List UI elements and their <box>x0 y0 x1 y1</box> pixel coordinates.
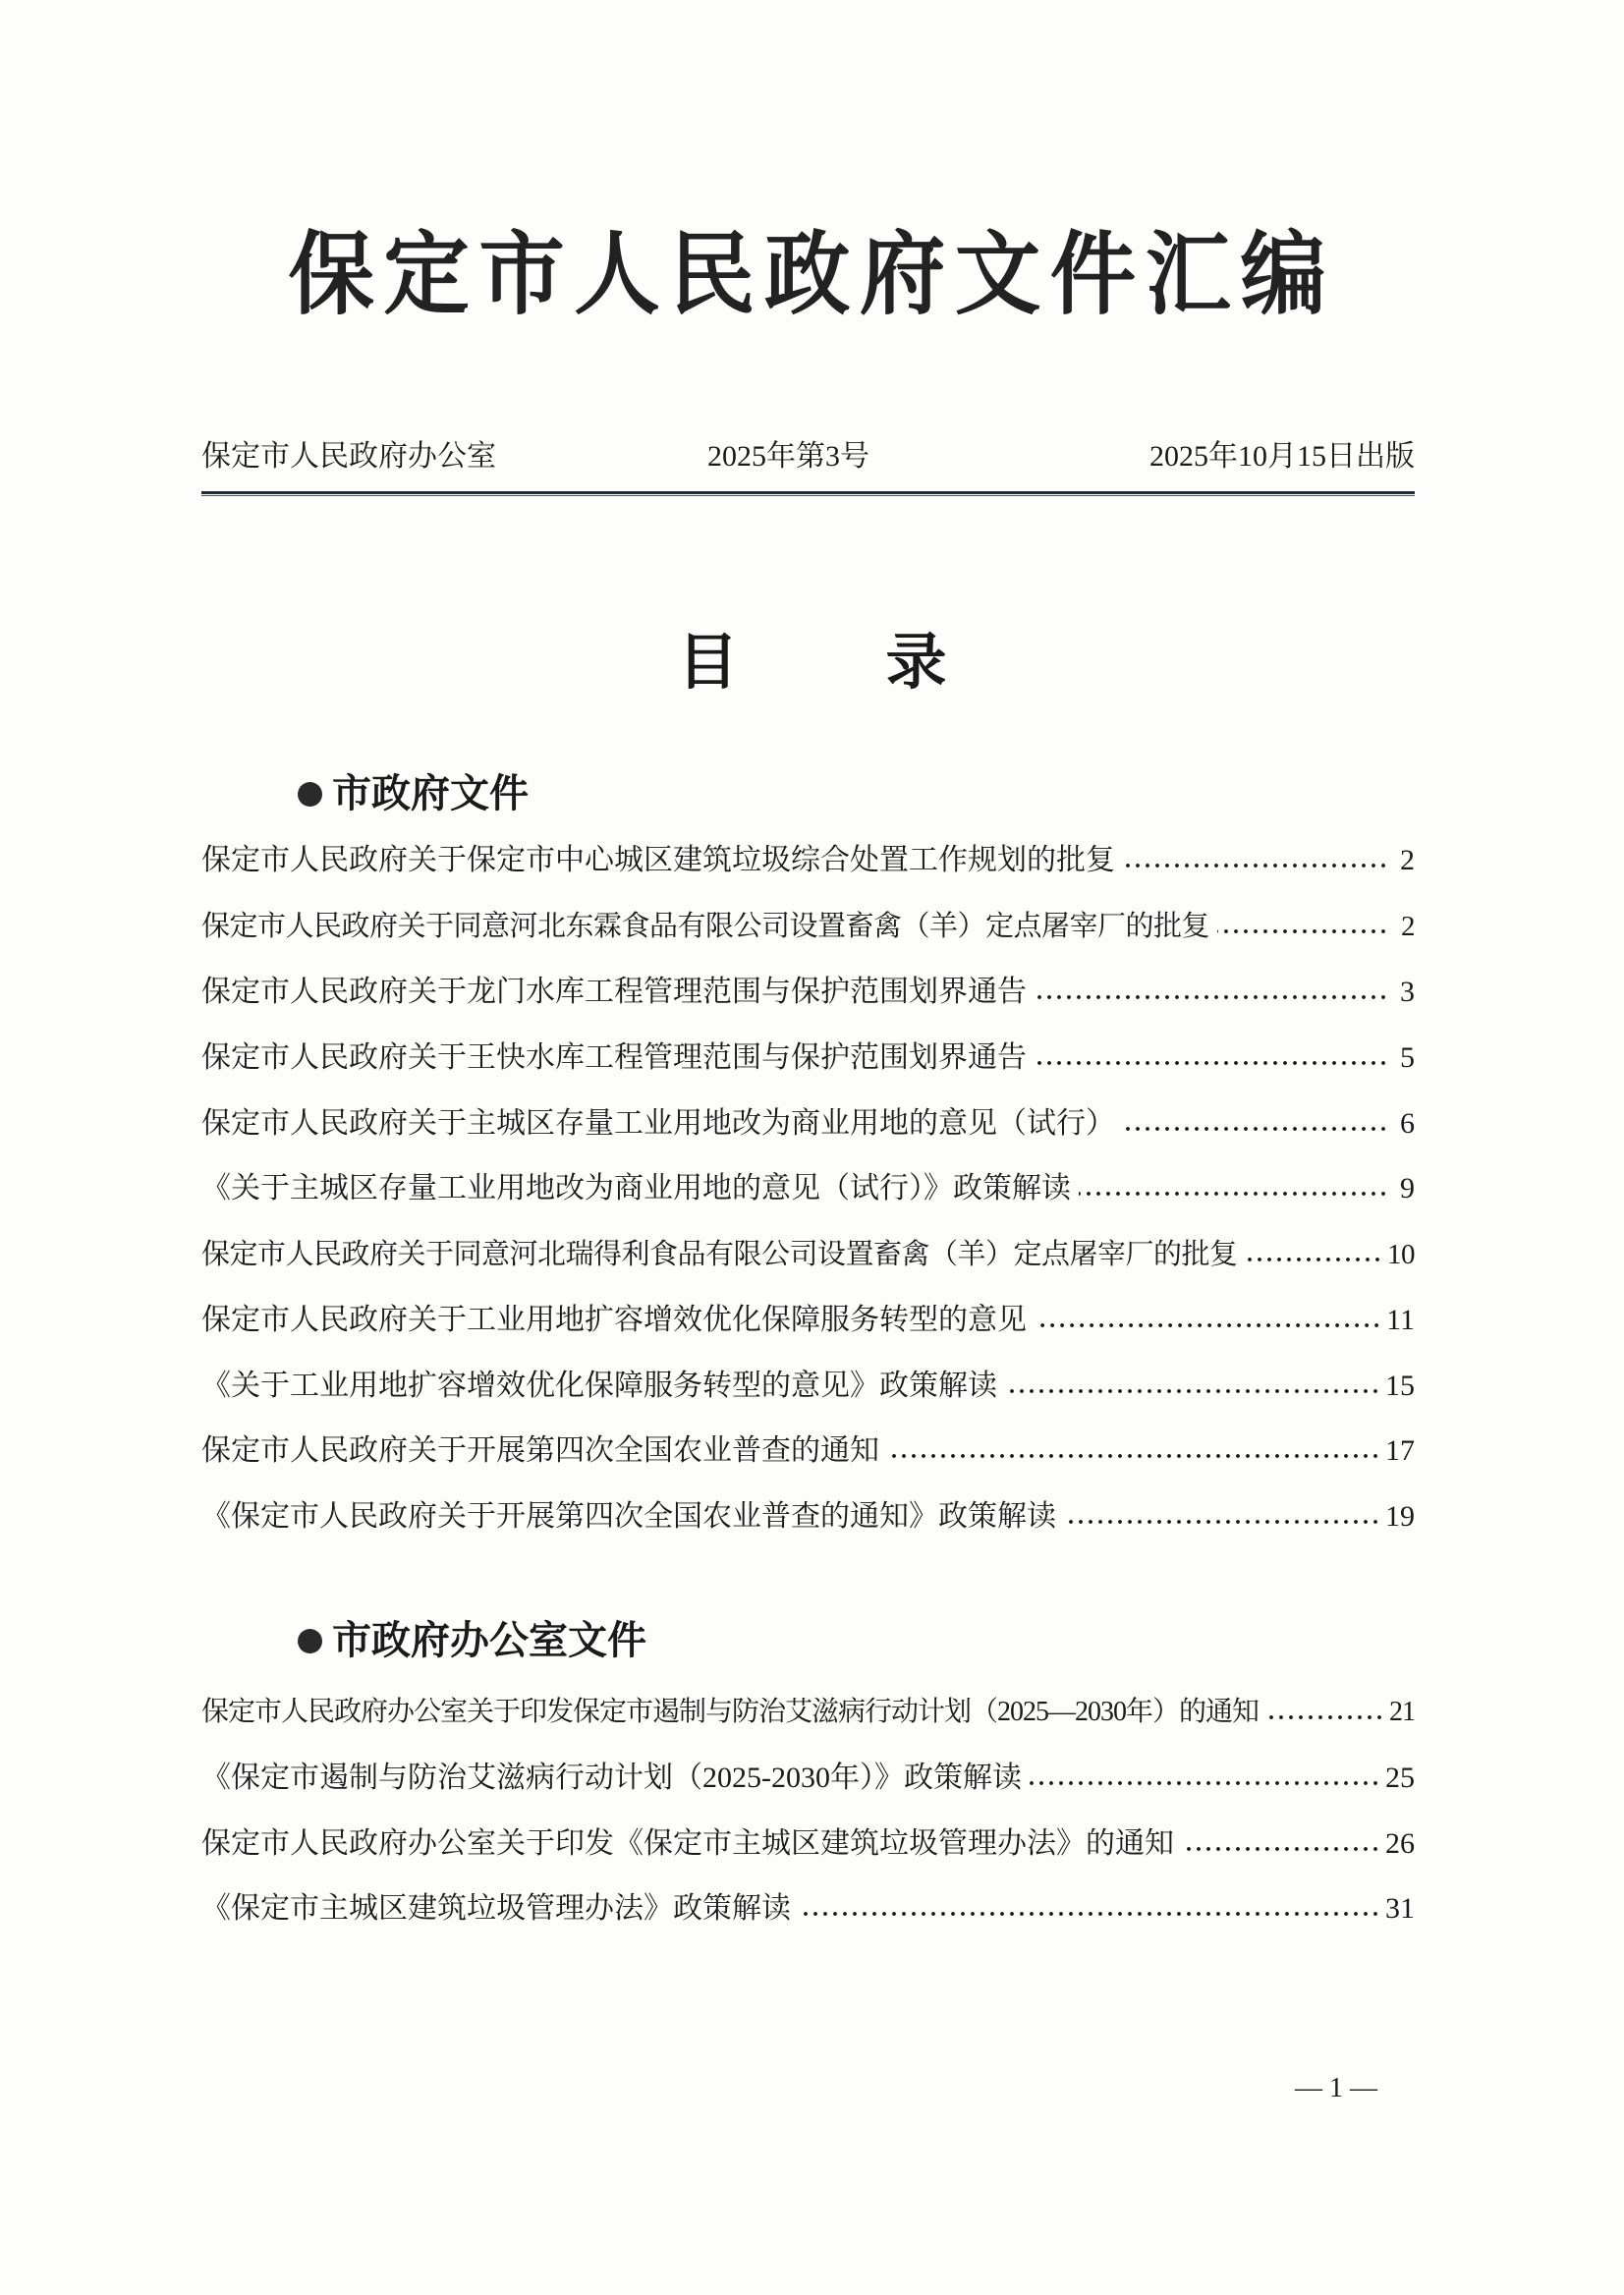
toc-entry-page: 9 <box>1400 1172 1415 1204</box>
toc-entry[interactable] <box>201 973 1415 1012</box>
dot-leader <box>1064 1497 1377 1537</box>
dot-leader <box>1079 1169 1385 1208</box>
section-heading <box>298 1619 646 1662</box>
toc-entry[interactable] <box>201 1169 1415 1208</box>
toc-entry-page: 11 <box>1386 1304 1415 1336</box>
toc-entry-title: 《关于主城区存量工业用地改为商业用地的意见（试行）》政策解读 <box>201 1172 1071 1204</box>
dot-leader <box>1123 1104 1385 1144</box>
dot-leader <box>1246 1235 1379 1274</box>
dot-leader <box>1217 907 1385 946</box>
toc-entry-page: 15 <box>1385 1370 1415 1402</box>
toc-entry[interactable] <box>201 1759 1415 1798</box>
toc-title <box>0 629 1624 698</box>
toc-entry[interactable] <box>201 841 1415 880</box>
toc-entry[interactable] <box>201 1104 1415 1144</box>
dot-leader <box>1266 1693 1381 1732</box>
toc-entry-title: 保定市人民政府关于龙门水库工程管理范围与保护范围划界通告 <box>201 976 1027 1008</box>
masthead <box>201 437 1415 476</box>
toc-title-right: 录 <box>885 630 947 697</box>
toc-title-left: 目 <box>677 630 739 697</box>
toc-entry-page: 2 <box>1400 844 1415 876</box>
bullet-icon <box>298 782 322 807</box>
toc-entry-page: 3 <box>1400 976 1415 1008</box>
toc-entry-page: 10 <box>1387 1239 1415 1270</box>
toc-entry-page: 31 <box>1385 1892 1415 1925</box>
toc-entry-title: 《保定市主城区建筑垃圾管理办法》政策解读 <box>201 1892 791 1925</box>
toc-entry[interactable] <box>201 1497 1415 1537</box>
publisher: 保定市人民政府办公室 <box>201 440 496 473</box>
toc-entry[interactable] <box>201 1889 1415 1929</box>
dot-leader <box>1035 973 1385 1012</box>
toc-entry-page: 25 <box>1385 1762 1415 1794</box>
dot-leader <box>887 1431 1377 1471</box>
toc-entry-title: 《关于工业用地扩容增效优化保障服务转型的意见》政策解读 <box>201 1370 997 1402</box>
document-title: 保定市人民政府文件汇编 <box>288 225 1336 325</box>
toc-entry-page: 5 <box>1400 1041 1415 1074</box>
toc-entry-page: 19 <box>1385 1500 1415 1533</box>
toc-entry[interactable] <box>201 1038 1415 1078</box>
publish-date: 2025年10月15日出版 <box>1149 440 1415 473</box>
bullet-icon <box>298 1629 322 1653</box>
toc-entry[interactable] <box>201 1431 1415 1471</box>
toc-entry-page: 6 <box>1400 1107 1415 1140</box>
header-rule-thin <box>201 495 1415 496</box>
section-heading-text: 市政府文件 <box>332 771 529 815</box>
dot-leader <box>1005 1367 1377 1406</box>
toc-entry[interactable] <box>201 1367 1415 1406</box>
issue-number: 2025年第3号 <box>707 440 869 473</box>
toc-entry[interactable] <box>201 1301 1415 1340</box>
toc-entry-title: 保定市人民政府关于开展第四次全国农业普查的通知 <box>201 1434 879 1467</box>
toc-entry-title: 《保定市人民政府关于开展第四次全国农业普查的通知》政策解读 <box>201 1500 1056 1533</box>
dot-leader <box>799 1889 1377 1929</box>
dot-leader <box>1035 1038 1385 1078</box>
toc-entry-page: 17 <box>1385 1434 1415 1467</box>
header-rule <box>201 491 1415 494</box>
toc-entry-title: 保定市人民政府关于工业用地扩容增效优化保障服务转型的意见 <box>201 1304 1027 1336</box>
toc-entry-title: 保定市人民政府关于王快水库工程管理范围与保护范围划界通告 <box>201 1041 1027 1074</box>
toc-entry-title: 保定市人民政府办公室关于印发保定市遏制与防治艾滋病行动计划（2025—2030年）的通知 <box>201 1697 1260 1727</box>
dot-leader <box>1123 841 1385 880</box>
toc-entry-page: 21 <box>1389 1697 1415 1727</box>
toc-entry[interactable] <box>201 1235 1415 1274</box>
toc-entry[interactable] <box>201 1824 1415 1864</box>
dot-leader <box>1182 1824 1377 1864</box>
page-number: — 1 — <box>1295 2073 1377 2103</box>
section-heading-text: 市政府办公室文件 <box>332 1618 646 1662</box>
dot-leader <box>1030 1759 1377 1798</box>
toc-entry-title: 保定市人民政府关于保定市中心城区建筑垃圾综合处置工作规划的批复 <box>201 844 1115 876</box>
section-heading <box>298 772 529 815</box>
dot-leader <box>1035 1301 1378 1340</box>
toc-entry-page: 2 <box>1401 911 1415 942</box>
toc-entry[interactable] <box>201 907 1415 946</box>
toc-entry-title: 保定市人民政府办公室关于印发《保定市主城区建筑垃圾管理办法》的通知 <box>201 1827 1174 1860</box>
toc-entry-title: 《保定市遏制与防治艾滋病行动计划（2025-2030年）》政策解读 <box>201 1762 1022 1794</box>
toc-entry-title: 保定市人民政府关于同意河北瑞得利食品有限公司设置畜禽（羊）定点屠宰厂的批复 <box>201 1239 1238 1270</box>
toc-entry-title: 保定市人民政府关于主城区存量工业用地改为商业用地的意见（试行） <box>201 1107 1115 1140</box>
toc-entry[interactable] <box>201 1693 1415 1732</box>
toc-entry-page: 26 <box>1385 1827 1415 1860</box>
toc-entry-title: 保定市人民政府关于同意河北东霖食品有限公司设置畜禽（羊）定点屠宰厂的批复 <box>201 911 1210 942</box>
